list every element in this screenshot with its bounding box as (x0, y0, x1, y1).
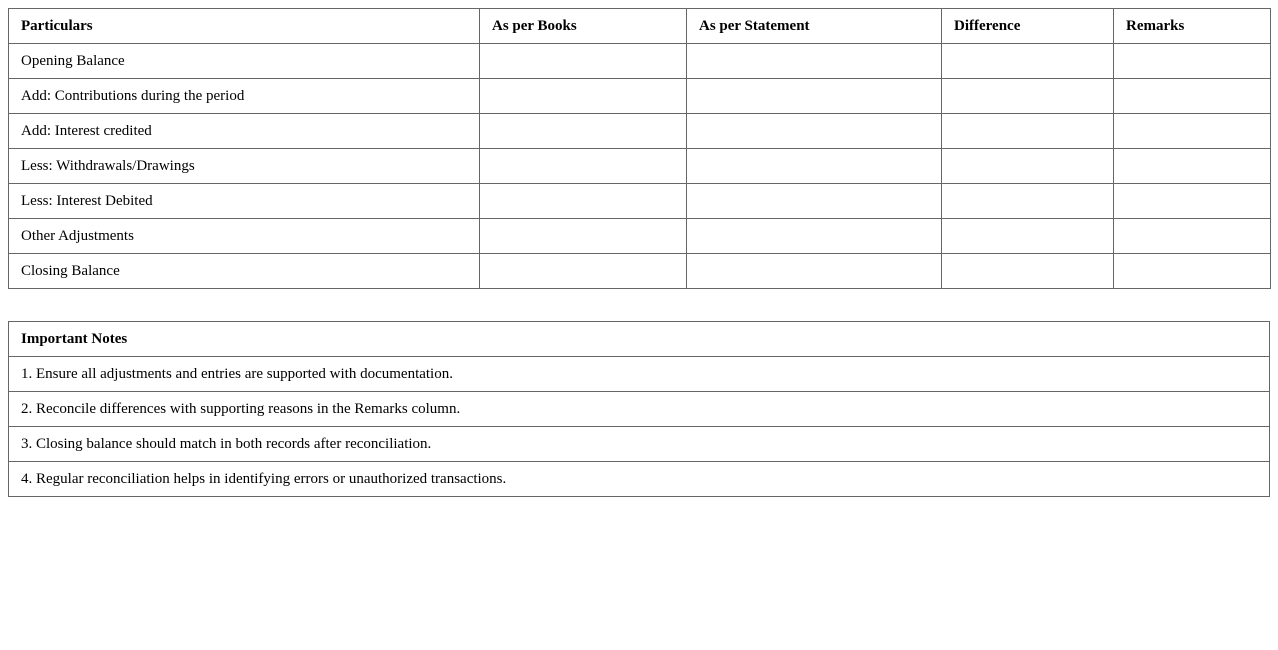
notes-header-row (9, 322, 1270, 357)
remarks-cell[interactable] (1114, 219, 1271, 254)
header-as-per-statement: As per Statement (687, 9, 942, 44)
row-label: Add: Contributions during the period (9, 79, 480, 114)
header-row (9, 9, 1271, 44)
notes-table (8, 321, 1270, 497)
list-item (9, 427, 1270, 462)
table-row (9, 114, 1271, 149)
remarks-cell[interactable] (1114, 79, 1271, 114)
remarks-cell[interactable] (1114, 184, 1271, 219)
list-item (9, 357, 1270, 392)
difference-cell[interactable] (942, 219, 1114, 254)
statement-cell[interactable] (687, 184, 942, 219)
difference-cell[interactable] (942, 254, 1114, 289)
statement-cell[interactable] (687, 79, 942, 114)
difference-cell[interactable] (942, 149, 1114, 184)
header-remarks: Remarks (1114, 9, 1271, 44)
difference-cell[interactable] (942, 114, 1114, 149)
remarks-cell[interactable] (1114, 114, 1271, 149)
row-label: Closing Balance (9, 254, 480, 289)
books-cell[interactable] (480, 219, 687, 254)
statement-cell[interactable] (687, 219, 942, 254)
list-item (9, 392, 1270, 427)
remarks-cell[interactable] (1114, 149, 1271, 184)
reconciliation-table (8, 8, 1271, 289)
row-label: Less: Withdrawals/Drawings (9, 149, 480, 184)
difference-cell[interactable] (942, 184, 1114, 219)
header-particulars: Particulars (9, 9, 480, 44)
row-label: Other Adjustments (9, 219, 480, 254)
table-row (9, 219, 1271, 254)
note-text: 2. Reconcile differences with supporting reasons in the Remarks column. (9, 392, 1270, 427)
table-row (9, 254, 1271, 289)
table-row (9, 149, 1271, 184)
row-label: Less: Interest Debited (9, 184, 480, 219)
header-difference: Difference (942, 9, 1114, 44)
statement-cell[interactable] (687, 254, 942, 289)
books-cell[interactable] (480, 254, 687, 289)
difference-cell[interactable] (942, 44, 1114, 79)
note-text: 4. Regular reconciliation helps in identifying errors or unauthorized transactions. (9, 462, 1270, 497)
list-item (9, 462, 1270, 497)
table-row (9, 79, 1271, 114)
statement-cell[interactable] (687, 149, 942, 184)
books-cell[interactable] (480, 114, 687, 149)
row-label: Opening Balance (9, 44, 480, 79)
table-row (9, 44, 1271, 79)
note-text: 1. Ensure all adjustments and entries are supported with documentation. (9, 357, 1270, 392)
difference-cell[interactable] (942, 79, 1114, 114)
notes-title: Important Notes (9, 322, 1270, 357)
remarks-cell[interactable] (1114, 44, 1271, 79)
table-row (9, 184, 1271, 219)
header-as-per-books: As per Books (480, 9, 687, 44)
statement-cell[interactable] (687, 44, 942, 79)
books-cell[interactable] (480, 149, 687, 184)
remarks-cell[interactable] (1114, 254, 1271, 289)
statement-cell[interactable] (687, 114, 942, 149)
books-cell[interactable] (480, 79, 687, 114)
books-cell[interactable] (480, 44, 687, 79)
note-text: 3. Closing balance should match in both records after reconciliation. (9, 427, 1270, 462)
row-label: Add: Interest credited (9, 114, 480, 149)
books-cell[interactable] (480, 184, 687, 219)
